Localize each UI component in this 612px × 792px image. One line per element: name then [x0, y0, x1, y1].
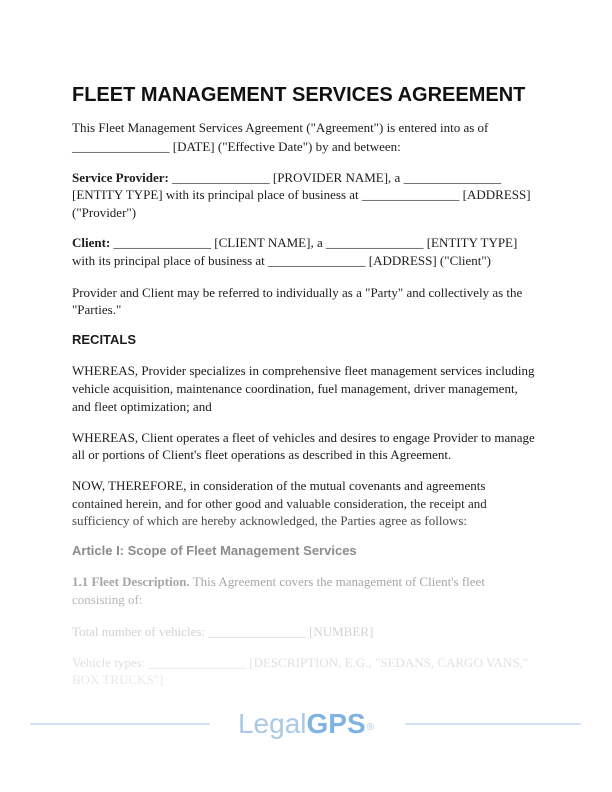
recital-2-line-1: WHEREAS, Client operates a fleet of vehicles and desires to engage Provider to manage — [72, 430, 535, 445]
parties-line-1: Provider and Client may be referred to individually as a "Party" and collectively as the — [72, 285, 523, 300]
document-title: FLEET MANAGEMENT SERVICES AGREEMENT — [72, 84, 526, 106]
parties-line-2: "Parties." — [72, 302, 122, 317]
client-line-2: with its principal place of business at _______________ [ADDRESS] ("Client") — [72, 253, 491, 268]
legalgps-logo — [0, 707, 612, 741]
client-text: _______________ [CLIENT NAME], a _______________ [ENTITY TYPE] — [113, 235, 518, 250]
now-therefore-line-1: NOW, THEREFORE, in consideration of the mutual covenants and agreements — [72, 478, 486, 493]
intro-line-1: This Fleet Management Services Agreement ("Agreement") is entered into as of — [72, 120, 489, 135]
section-1-1-line-1 — [72, 573, 485, 591]
registered-mark-icon: ® — [366, 722, 375, 733]
service-provider-label: Service Provider: — [72, 170, 169, 185]
vehicle-types-line-1: Vehicle types: _______________ [DESCRIPTION, E.G., "SEDANS, CARGO VANS," — [72, 655, 529, 670]
now-therefore-line-3: sufficiency of which are hereby acknowledged, the Parties agree as follows: — [72, 513, 468, 528]
recital-1-line-2: vehicle acquisition, maintenance coordination, fuel management, driver management, — [72, 381, 518, 396]
intro-line-2: _______________ [DATE] ("Effective Date") by and between: — [72, 139, 401, 154]
client-line-1 — [72, 234, 517, 252]
recitals-heading: RECITALS — [72, 332, 137, 347]
recital-2-line-2: all or portions of Client's fleet operations as described in this Agreement. — [72, 447, 452, 462]
recital-1-line-1: WHEREAS, Provider specializes in comprehensive fleet management services including — [72, 363, 535, 378]
service-provider-line-3: ("Provider") — [72, 205, 137, 220]
article-1-heading: Article I: Scope of Fleet Management Services — [72, 543, 357, 558]
client-label: Client: — [72, 235, 111, 250]
section-1-1-text: This Agreement covers the management of Client's fleet — [192, 574, 485, 589]
vehicle-types-line-2: BOX TRUCKS"] — [72, 672, 164, 687]
section-1-1-line-2: consisting of: — [72, 592, 143, 607]
logo-text-bold: GPS — [306, 708, 366, 739]
recital-1-line-3: and fleet optimization; and — [72, 399, 212, 414]
total-vehicles-line: Total number of vehicles: _______________ [NUMBER] — [72, 624, 374, 639]
service-provider-line-2: [ENTITY TYPE] with its principal place of business at _______________ [ADDRESS] — [72, 187, 531, 202]
now-therefore-line-2: contained herein, and for other good and valuable consideration, the receipt and — [72, 496, 487, 511]
service-provider-text: _______________ [PROVIDER NAME], a _______________ — [172, 170, 502, 185]
section-1-1-label: 1.1 Fleet Description. — [72, 574, 190, 589]
logo-text-regular: Legal — [237, 708, 307, 739]
service-provider-line-1 — [72, 169, 501, 187]
